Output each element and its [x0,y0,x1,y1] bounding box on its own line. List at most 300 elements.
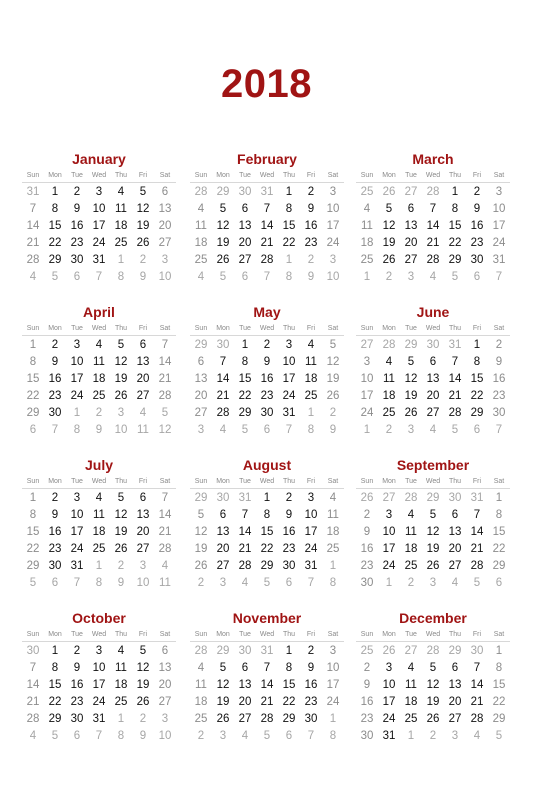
day-cell: 26 [426,713,440,725]
day-cell: 10 [360,373,374,385]
day-cell: 26 [382,254,396,266]
day-cell: 18 [404,543,418,555]
weekday-header [22,475,176,489]
day-cell: 8 [285,203,293,215]
weekday-label: Sat [493,631,505,638]
adjacent-month-day: 28 [194,645,208,657]
weekday-label: Thu [448,478,462,485]
day-cell: 5 [329,339,337,351]
day-cell: 2 [51,339,59,351]
day-cell: 14 [158,356,172,368]
weekday-label: Sun [360,325,374,332]
day-cell: 23 [48,390,62,402]
day-cell: 12 [216,220,230,232]
weekday-label: Mon [216,172,230,179]
day-cell: 11 [383,373,395,385]
day-cell: 22 [48,237,62,249]
day-cell: 20 [136,526,150,538]
day-cell: 24 [360,407,374,419]
adjacent-month-day: 9 [139,271,147,283]
adjacent-month-day: 11 [159,577,171,589]
adjacent-month-day: 9 [117,577,125,589]
day-cell: 9 [51,356,59,368]
weekday-label: Wed [259,172,275,179]
day-cell: 21 [470,696,484,708]
day-cell: 1 [29,339,37,351]
adjacent-month-day: 1 [117,713,125,725]
day-cell: 12 [404,373,418,385]
weekday-label: Wed [425,478,441,485]
day-cell: 2 [73,186,81,198]
adjacent-month-day: 7 [495,424,503,436]
adjacent-month-day: 5 [219,271,227,283]
weekday-label: Sun [194,478,208,485]
day-cell: 4 [117,186,125,198]
day-cell: 17 [92,679,106,691]
weekday-label: Sun [26,631,40,638]
day-cell: 13 [136,509,150,521]
month-august [190,455,344,592]
day-cell: 6 [161,186,169,198]
weekday-label: Tue [71,478,83,485]
day-cell: 3 [385,509,393,521]
adjacent-month-day: 6 [29,424,37,436]
day-cell: 31 [70,560,84,572]
day-cell: 25 [304,390,318,402]
day-cell: 23 [282,543,296,555]
weekday-label: Tue [71,631,83,638]
adjacent-month-day: 28 [194,186,208,198]
weekday-label: Mon [216,631,230,638]
days-grid [190,490,344,592]
weekday-label: Thu [282,631,296,638]
day-cell: 14 [448,373,462,385]
day-cell: 13 [238,220,252,232]
day-cell: 20 [158,679,172,691]
weekday-label: Thu [448,172,462,179]
adjacent-month-day: 2 [329,407,337,419]
weekday-label: Fri [472,478,482,485]
adjacent-month-day: 8 [117,730,125,742]
weekday-label: Thu [448,631,462,638]
weekday-label: Wed [91,631,107,638]
weekday-label: Thu [114,325,128,332]
day-cell: 30 [492,407,506,419]
weekday-label: Sat [493,172,505,179]
month-name: August [242,457,292,473]
day-cell: 29 [48,713,62,725]
weekday-label: Wed [259,325,275,332]
day-cell: 19 [114,373,128,385]
adjacent-month-day: 11 [137,424,149,436]
weekday-label: Mon [382,325,396,332]
adjacent-month-day: 30 [426,339,440,351]
day-cell: 26 [216,713,230,725]
adjacent-month-day: 4 [29,730,37,742]
adjacent-month-day: 7 [495,271,503,283]
day-cell: 8 [241,356,249,368]
adjacent-month-day: 1 [73,407,81,419]
day-cell: 7 [219,356,227,368]
day-cell: 28 [158,390,172,402]
adjacent-month-day: 2 [139,254,147,266]
weekday-label: Thu [282,325,296,332]
adjacent-month-day: 1 [307,407,315,419]
day-cell: 31 [92,713,106,725]
adjacent-month-day: 30 [238,186,252,198]
day-cell: 25 [114,237,128,249]
day-cell: 24 [326,696,340,708]
adjacent-month-day: 12 [158,424,172,436]
day-cell: 20 [194,390,208,402]
weekday-label: Fri [138,172,148,179]
day-cell: 10 [304,509,318,521]
day-cell: 15 [26,526,40,538]
day-cell: 29 [492,560,506,572]
day-cell: 14 [26,220,40,232]
day-cell: 5 [197,509,205,521]
day-cell: 17 [382,696,396,708]
day-cell: 4 [197,203,205,215]
day-cell: 25 [326,543,340,555]
day-cell: 10 [282,356,296,368]
day-cell: 19 [216,696,230,708]
adjacent-month-day: 27 [382,492,396,504]
day-cell: 5 [117,339,125,351]
day-cell: 28 [158,543,172,555]
day-cell: 16 [260,373,274,385]
adjacent-month-day: 31 [26,186,40,198]
day-cell: 1 [263,492,271,504]
weekday-label: Tue [405,478,417,485]
day-cell: 13 [238,679,252,691]
adjacent-month-day: 2 [117,560,125,572]
weekday-label: Tue [239,172,251,179]
day-cell: 12 [114,356,128,368]
day-cell: 18 [92,373,106,385]
day-cell: 27 [158,237,172,249]
adjacent-month-day: 3 [139,560,147,572]
adjacent-month-day: 28 [426,186,440,198]
day-cell: 23 [492,390,506,402]
day-cell: 10 [326,203,340,215]
day-cell: 23 [304,696,318,708]
adjacent-month-day: 4 [429,271,437,283]
day-cell: 30 [360,577,374,589]
adjacent-month-day: 6 [241,271,249,283]
day-cell: 28 [238,560,252,572]
day-cell: 8 [51,662,59,674]
day-cell: 18 [114,220,128,232]
day-cell: 24 [326,237,340,249]
weekday-label: Wed [91,478,107,485]
day-cell: 30 [360,730,374,742]
day-cell: 10 [70,356,84,368]
weekday-label: Sat [493,325,505,332]
day-cell: 30 [48,407,62,419]
month-december [356,608,510,745]
adjacent-month-day: 9 [329,424,337,436]
day-cell: 23 [360,560,374,572]
adjacent-month-day: 4 [161,560,169,572]
weekday-label: Mon [48,325,62,332]
day-cell: 15 [448,220,462,232]
day-cell: 28 [260,254,274,266]
day-cell: 4 [95,492,103,504]
adjacent-month-day: 8 [95,577,103,589]
day-cell: 23 [304,237,318,249]
day-cell: 7 [473,662,481,674]
weekday-label: Sat [327,631,339,638]
day-cell: 10 [92,203,106,215]
month-name: April [83,304,115,320]
day-cell: 11 [405,526,417,538]
adjacent-month-day: 1 [329,560,337,572]
day-cell: 15 [260,526,274,538]
day-cell: 9 [495,356,503,368]
day-cell: 13 [448,679,462,691]
day-cell: 18 [114,679,128,691]
day-cell: 7 [29,662,37,674]
days-grid [356,643,510,745]
day-cell: 18 [382,390,396,402]
adjacent-month-day: 29 [404,339,418,351]
day-cell: 28 [260,713,274,725]
day-cell: 26 [326,390,340,402]
day-cell: 14 [470,526,484,538]
adjacent-month-day: 3 [407,424,415,436]
day-cell: 3 [95,645,103,657]
day-cell: 20 [238,237,252,249]
day-cell: 21 [448,390,462,402]
adjacent-month-day: 30 [216,339,230,351]
weekday-label: Fri [472,631,482,638]
day-cell: 6 [241,662,249,674]
day-cell: 23 [260,390,274,402]
day-cell: 22 [492,696,506,708]
day-cell: 11 [93,356,105,368]
weekday-header [356,628,510,642]
day-cell: 29 [492,713,506,725]
day-cell: 8 [29,509,37,521]
day-cell: 27 [426,407,440,419]
day-cell: 2 [73,645,81,657]
day-cell: 13 [136,356,150,368]
day-cell: 17 [282,373,296,385]
day-cell: 31 [492,254,506,266]
day-cell: 27 [238,254,252,266]
adjacent-month-day: 5 [473,577,481,589]
adjacent-month-day: 26 [382,186,396,198]
adjacent-month-day: 6 [51,577,59,589]
adjacent-month-day: 26 [382,645,396,657]
weekday-label: Thu [114,172,128,179]
month-september [356,455,510,592]
adjacent-month-day: 2 [307,254,315,266]
day-cell: 23 [70,237,84,249]
adjacent-month-day: 8 [73,424,81,436]
day-cell: 23 [48,543,62,555]
day-cell: 19 [114,526,128,538]
weekday-header [22,322,176,336]
weekday-label: Mon [48,478,62,485]
adjacent-month-day: 29 [216,645,230,657]
adjacent-month-day: 31 [470,492,484,504]
day-cell: 30 [48,560,62,572]
adjacent-month-day: 8 [307,424,315,436]
day-cell: 6 [197,356,205,368]
day-cell: 22 [26,543,40,555]
days-grid [190,337,344,439]
adjacent-month-day: 2 [139,713,147,725]
day-cell: 7 [161,492,169,504]
adjacent-month-day: 25 [360,186,374,198]
adjacent-month-day: 1 [329,713,337,725]
day-cell: 27 [136,543,150,555]
day-cell: 2 [307,186,315,198]
adjacent-month-day: 1 [363,424,371,436]
day-cell: 20 [448,696,462,708]
adjacent-month-day: 5 [51,271,59,283]
adjacent-month-day: 6 [495,577,503,589]
day-cell: 24 [492,237,506,249]
adjacent-month-day: 4 [473,730,481,742]
day-cell: 13 [404,220,418,232]
day-cell: 21 [470,543,484,555]
day-cell: 7 [241,509,249,521]
adjacent-month-day: 27 [404,645,418,657]
adjacent-month-day: 6 [263,424,271,436]
day-cell: 7 [263,203,271,215]
day-cell: 8 [29,356,37,368]
weekday-label: Tue [71,325,83,332]
day-cell: 4 [385,356,393,368]
weekday-label: Fri [138,478,148,485]
adjacent-month-day: 28 [426,645,440,657]
day-cell: 4 [329,492,337,504]
day-cell: 15 [238,373,252,385]
day-cell: 25 [114,696,128,708]
adjacent-month-day: 1 [95,560,103,572]
weekday-label: Sat [159,478,171,485]
day-cell: 17 [326,679,340,691]
weekday-label: Fri [138,631,148,638]
adjacent-month-day: 8 [117,271,125,283]
weekday-label: Thu [282,172,296,179]
day-cell: 20 [238,696,252,708]
day-cell: 29 [26,560,40,572]
day-cell: 10 [70,509,84,521]
adjacent-month-day: 30 [448,492,462,504]
day-cell: 11 [327,509,339,521]
day-cell: 21 [158,526,172,538]
day-cell: 22 [26,390,40,402]
day-cell: 2 [285,492,293,504]
day-cell: 27 [216,560,230,572]
days-grid [356,337,510,439]
day-cell: 29 [470,407,484,419]
weekday-header [356,169,510,183]
adjacent-month-day: 3 [407,271,415,283]
day-cell: 5 [219,203,227,215]
adjacent-month-day: 8 [285,271,293,283]
weekday-header [190,322,344,336]
day-cell: 20 [448,543,462,555]
day-cell: 22 [48,696,62,708]
adjacent-month-day: 5 [241,424,249,436]
day-cell: 21 [260,237,274,249]
day-cell: 14 [158,509,172,521]
month-name: November [232,610,302,626]
day-cell: 28 [426,254,440,266]
adjacent-month-day: 6 [285,577,293,589]
month-november [190,608,344,745]
day-cell: 10 [382,679,396,691]
day-cell: 1 [495,645,503,657]
day-cell: 26 [114,543,128,555]
adjacent-month-day: 29 [448,645,462,657]
day-cell: 16 [492,373,506,385]
day-cell: 2 [495,339,503,351]
day-cell: 17 [92,220,106,232]
weekday-label: Mon [216,325,230,332]
adjacent-month-day: 1 [117,254,125,266]
day-cell: 17 [382,543,396,555]
adjacent-month-day: 29 [426,492,440,504]
adjacent-month-day: 10 [158,730,172,742]
day-cell: 21 [426,237,440,249]
day-cell: 29 [48,254,62,266]
adjacent-month-day: 4 [197,271,205,283]
day-cell: 12 [114,509,128,521]
month-name: February [237,151,297,167]
day-cell: 5 [385,203,393,215]
day-cell: 27 [136,390,150,402]
day-cell: 26 [136,696,150,708]
day-cell: 30 [282,560,296,572]
day-cell: 12 [216,679,230,691]
day-cell: 30 [70,713,84,725]
day-cell: 19 [136,220,150,232]
adjacent-month-day: 6 [73,730,81,742]
year-title: 2018 [221,62,312,106]
weekday-label: Sat [327,172,339,179]
weekday-label: Sat [159,172,171,179]
day-cell: 8 [495,509,503,521]
day-cell: 9 [51,509,59,521]
adjacent-month-day: 31 [260,645,274,657]
day-cell: 8 [285,662,293,674]
weekday-label: Wed [91,172,107,179]
day-cell: 6 [139,339,147,351]
weekday-label: Thu [448,325,462,332]
day-cell: 13 [194,373,208,385]
adjacent-month-day: 1 [363,271,371,283]
day-cell: 9 [363,679,371,691]
day-cell: 2 [473,186,481,198]
month-july [22,455,176,592]
day-cell: 8 [473,356,481,368]
day-cell: 1 [51,645,59,657]
day-cell: 11 [195,220,207,232]
day-cell: 24 [382,713,396,725]
adjacent-month-day: 2 [197,577,205,589]
day-cell: 12 [382,220,396,232]
weekday-label: Sun [194,631,208,638]
day-cell: 1 [51,186,59,198]
adjacent-month-day: 1 [285,254,293,266]
weekday-header [190,628,344,642]
